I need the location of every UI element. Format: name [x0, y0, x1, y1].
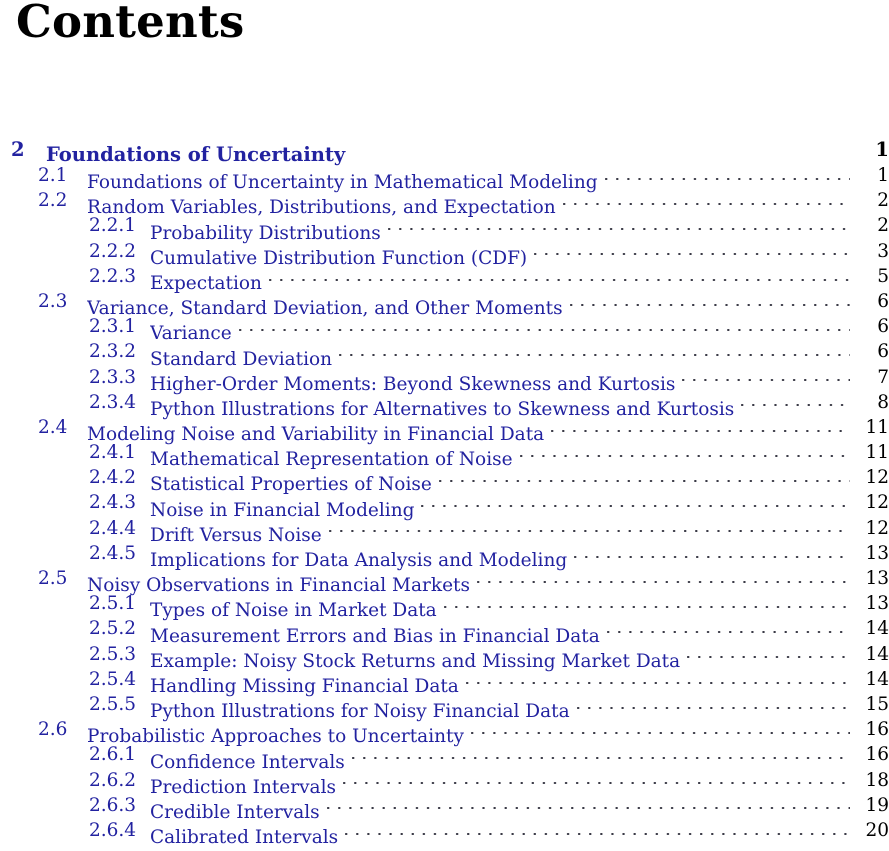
dot-leader [352, 742, 850, 767]
toc-entry[interactable] [0, 591, 889, 622]
toc-entry[interactable] [0, 465, 889, 496]
toc-entry-number: 2.5.1 [89, 593, 137, 615]
toc-entry-title[interactable]: Variance [150, 323, 232, 345]
toc-entry[interactable] [0, 667, 889, 697]
toc-entry-number: 2.3.4 [89, 391, 137, 413]
dot-leader [466, 667, 850, 692]
dot-leader [343, 768, 850, 793]
toc-entry-number: 2.4.4 [89, 517, 137, 539]
dot-leader [741, 390, 850, 415]
toc-entry[interactable] [0, 793, 889, 823]
dot-leader [329, 516, 850, 541]
toc-entry-page-number: 13 [865, 568, 889, 589]
toc-entry-number: 2.4.2 [89, 467, 137, 489]
toc-entry-page-number: 14 [865, 668, 889, 690]
toc-entry-number: 2.2.2 [89, 240, 137, 262]
toc-entry-number: 2.3.1 [89, 316, 137, 338]
dot-leader [574, 541, 850, 566]
toc-entry-title[interactable]: Higher-Order Moments: Beyond Skewness and Kurtosis [150, 373, 676, 395]
toc-entry[interactable] [0, 490, 889, 521]
toc-entry[interactable] [0, 516, 889, 546]
dot-leader [682, 365, 850, 390]
toc-entry[interactable] [0, 213, 889, 244]
page-title: Contents [16, 0, 245, 48]
toc-entry[interactable] [0, 541, 889, 571]
toc-entry-page-number: 2 [877, 190, 889, 212]
toc-entry-number: 2.5 [38, 568, 68, 589]
dot-leader [551, 415, 850, 440]
toc-entry[interactable] [0, 365, 889, 395]
toc-entry[interactable] [0, 289, 889, 320]
toc-entry-page-number: 18 [865, 769, 889, 791]
dot-leader [327, 793, 850, 818]
toc-entry-title[interactable]: Variance, Standard Deviation, and Other Moments [87, 298, 563, 320]
toc-entry-title[interactable]: Confidence Intervals [150, 751, 345, 773]
dot-leader [534, 239, 850, 264]
toc-entry-page-number: 15 [865, 693, 889, 715]
dot-leader [570, 289, 850, 314]
toc-entry-page-number: 6 [877, 341, 889, 363]
toc-entry-number: 2.4.3 [89, 492, 137, 514]
toc-entry-title[interactable]: Types of Noise in Market Data [150, 600, 437, 622]
toc-entry[interactable] [0, 264, 889, 294]
toc-entry-page-number: 7 [877, 366, 889, 388]
toc-entry-number: 2 [11, 138, 25, 161]
toc-entry-page-number: 20 [865, 819, 889, 841]
toc-entry-title[interactable]: Drift Versus Noise [150, 524, 322, 546]
toc-entry-title-row [150, 818, 850, 850]
dot-leader [607, 616, 850, 641]
toc-entry-page-number: 16 [865, 719, 889, 741]
toc-entry-page-number: 13 [865, 593, 889, 615]
toc-entry-title[interactable]: Handling Missing Financial Data [150, 675, 459, 697]
dot-leader [577, 692, 850, 717]
dot-leader [388, 213, 850, 238]
toc-entry-title[interactable]: Probabilistic Approaches to Uncertainty [87, 726, 464, 748]
toc-entry-page-number: 14 [865, 618, 889, 640]
toc-entry-title[interactable]: Measurement Errors and Bias in Financial Data [150, 625, 600, 647]
toc-entry[interactable] [0, 239, 889, 269]
toc-entry-title[interactable]: Example: Noisy Stock Returns and Missing Market Data [150, 650, 681, 672]
toc-entry[interactable] [0, 415, 889, 446]
toc-entry-number: 2.4.1 [89, 442, 137, 464]
dot-leader [239, 314, 850, 339]
toc-entry-page-number: 1 [877, 165, 889, 186]
toc-entry-number: 2.2.3 [89, 265, 137, 287]
toc-entry-page-number: 8 [877, 391, 889, 413]
toc-entry-title[interactable]: Python Illustrations for Noisy Financial Data [150, 701, 570, 723]
toc-entry-title[interactable]: Python Illustrations for Alternatives to Skewness and Kurtosis [150, 398, 735, 420]
dot-leader [444, 591, 850, 616]
toc-entry[interactable] [0, 136, 889, 167]
toc-entry[interactable] [0, 390, 889, 420]
toc-entry-page-number: 5 [877, 265, 889, 287]
dot-leader [471, 717, 850, 742]
toc-entry-page-number: 12 [865, 492, 889, 514]
toc-entry[interactable] [0, 440, 889, 471]
toc-entry-page-number: 12 [865, 467, 889, 489]
toc-entry-title[interactable]: Statistical Properties of Noise [150, 474, 432, 496]
toc-entry-number: 2.3.2 [89, 341, 137, 363]
toc-entry-number: 2.2.1 [89, 215, 137, 237]
toc-entry-title[interactable]: Noisy Observations in Financial Markets [87, 575, 470, 597]
toc-entry-page-number: 6 [877, 290, 889, 312]
toc-entry-title[interactable]: Modeling Noise and Variability in Financial Data [87, 424, 545, 446]
toc-entry-number: 2.6.3 [89, 794, 137, 816]
toc-entry-title[interactable]: Foundations of Uncertainty [46, 143, 346, 167]
toc-entry[interactable] [0, 616, 889, 647]
toc-entry-number: 2.4.5 [89, 542, 137, 564]
toc-entry-page-number: 11 [865, 416, 889, 438]
toc-entry-page-number: 11 [865, 442, 889, 464]
toc-entry-number: 2.1 [38, 165, 68, 186]
toc-entry-title[interactable]: Noise in Financial Modeling [150, 499, 415, 521]
dot-leader [269, 264, 850, 289]
toc-entry-page-number: 3 [877, 240, 889, 262]
toc-entry[interactable] [0, 818, 889, 849]
toc-entry-number: 2.4 [38, 416, 68, 438]
toc-entry-number: 2.6 [38, 719, 68, 741]
dot-leader [520, 440, 850, 465]
toc-entry[interactable] [0, 163, 889, 194]
dot-leader [687, 642, 850, 667]
toc-entry[interactable] [0, 188, 889, 219]
toc-entry[interactable] [0, 642, 889, 672]
toc-entry[interactable] [0, 314, 889, 345]
toc-entry-title[interactable]: Calibrated Intervals [150, 827, 339, 849]
toc-entry-title[interactable]: Foundations of Uncertainty in Mathematical Modeling [87, 172, 598, 194]
dot-leader [439, 465, 850, 490]
toc-entry-title[interactable]: Implications for Data Analysis and Modeling [150, 550, 568, 571]
toc-entry-number: 2.6.2 [89, 769, 137, 791]
toc-entry[interactable] [0, 339, 889, 370]
dot-leader [352, 136, 850, 161]
toc-entry-title[interactable]: Mathematical Representation of Noise [150, 449, 513, 471]
toc-entry[interactable] [0, 692, 889, 723]
toc-entry-title[interactable]: Expectation [150, 272, 262, 294]
toc-entry-title[interactable]: Cumulative Distribution Function (CDF) [150, 247, 528, 269]
dot-leader [605, 163, 850, 188]
toc-entry-title[interactable]: Random Variables, Distributions, and Expectation [87, 197, 556, 219]
toc-entry-page-number: 14 [865, 643, 889, 665]
toc-entry-number: 2.6.1 [89, 744, 137, 766]
toc-entry-list [0, 136, 889, 849]
toc-entry-number: 2.2 [38, 190, 68, 212]
toc-entry-page-number: 16 [865, 744, 889, 766]
toc-entry[interactable] [0, 742, 889, 773]
toc-entry-title[interactable]: Probability Distributions [150, 222, 381, 244]
dot-leader [477, 566, 850, 591]
toc-entry[interactable] [0, 566, 889, 597]
toc-entry-page-number: 1 [875, 138, 889, 161]
toc-entry-number: 2.6.4 [89, 819, 137, 841]
dot-leader [421, 490, 850, 515]
toc-entry-page-number: 12 [865, 517, 889, 539]
toc-entry-number: 2.5.2 [89, 618, 137, 640]
toc-entry-title[interactable]: Standard Deviation [150, 348, 333, 370]
toc-entry[interactable] [0, 768, 889, 798]
toc-entry-page-number: 6 [877, 316, 889, 338]
dot-leader [339, 339, 850, 364]
toc-entry-page-number: 13 [865, 542, 889, 564]
toc-entry-page-number: 2 [877, 215, 889, 237]
toc-entry-number: 2.3 [38, 290, 68, 312]
toc-entry-number: 2.5.4 [89, 668, 137, 690]
toc-entry-page-number: 19 [865, 794, 889, 816]
dot-leader [345, 818, 850, 843]
toc-entry[interactable] [0, 717, 889, 748]
toc-entry-title[interactable]: Prediction Intervals [150, 776, 336, 798]
toc-entry-title[interactable]: Credible Intervals [150, 801, 320, 823]
toc-entry-number: 2.5.5 [89, 693, 137, 715]
dot-leader [563, 188, 850, 213]
toc-entry-number: 2.5.3 [89, 643, 137, 665]
toc-entry-number: 2.3.3 [89, 366, 137, 388]
